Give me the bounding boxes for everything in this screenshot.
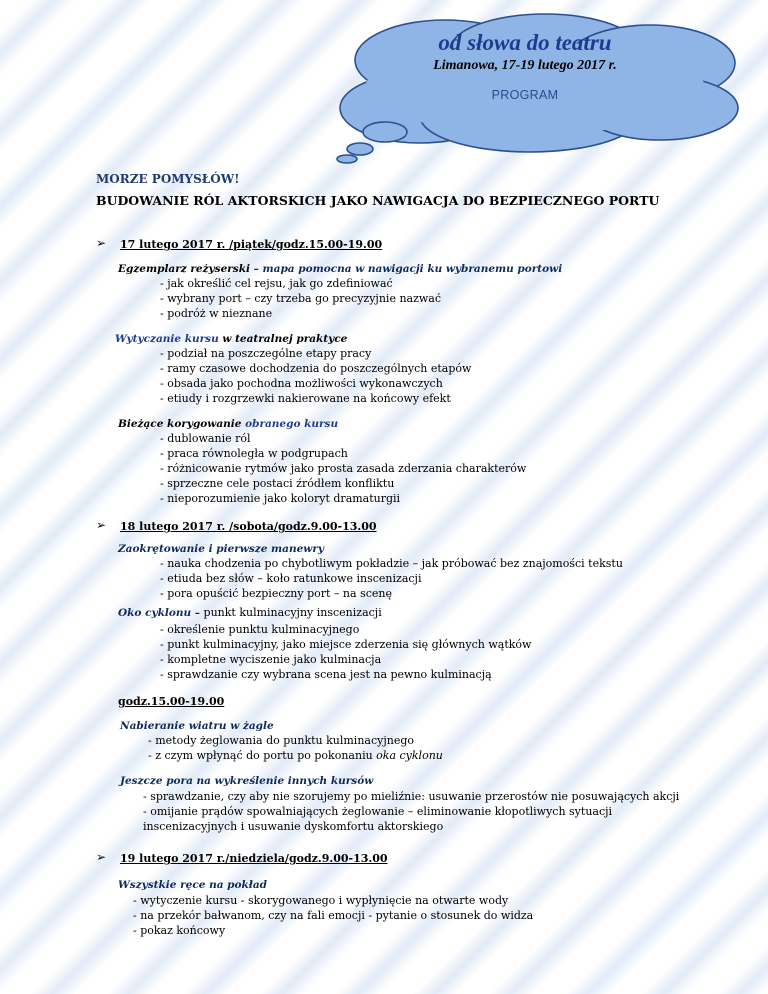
list-item: - kompletne wyciszenie jako kulminacja <box>160 653 382 666</box>
list-item: - różnicowanie rytmów jako prosta zasada zderzania charakterów <box>160 462 527 475</box>
list-item: - dublowanie ról <box>160 432 251 445</box>
section-title-part: – mapa pomocna w nawigacji ku wybranemu portowi <box>249 263 563 275</box>
section-egzemplarz-list <box>160 276 441 321</box>
day-3-heading: 19 lutego 2017 r./niedziela/godz.9.00-13.00 <box>120 852 388 865</box>
section-zaokretowanie-title: Zaokrętowanie i pierwsze manewry <box>118 543 324 555</box>
arrow-bullet-icon: ➢ <box>96 236 107 250</box>
heading-morze: MORZE POMYSŁÓW! <box>96 172 240 186</box>
list-item: - sprawdzanie czy wybrana scena jest na pewno kulminacją <box>160 668 492 681</box>
event-title: od słowa do teatru <box>438 30 612 55</box>
list-item: - wytyczenie kursu - skorygowanego i wypłynięcie na otwarte wody <box>133 894 509 907</box>
list-item: - na przekór bałwanom, czy na fali emocji - pytanie o stosunek do widza <box>133 909 534 922</box>
list-item: - pokaz końcowy <box>133 924 226 937</box>
section-wytyczanie-title <box>115 333 347 345</box>
arrow-bullet-icon: ➢ <box>96 850 107 864</box>
section-title-part: Oko cyklonu – <box>118 607 201 619</box>
heading-main: BUDOWANIE RÓL AKTORSKICH JAKO NAWIGACJA DO BEZPIECZNEGO PORTU <box>96 193 660 208</box>
section-title-part: punkt kulminacyjny inscenizacji <box>200 606 382 619</box>
list-item <box>148 748 443 763</box>
section-nabieranie-list <box>148 733 443 763</box>
list-item: - etiuda bez słów – koło ratunkowe inscenizacji <box>160 572 422 585</box>
list-item: - sprawdzanie, czy aby nie szorujemy po mieliźnie: usuwanie przerostów nie posuwających akcji <box>143 790 680 803</box>
list-item: - podział na poszczególne etapy pracy <box>160 347 372 360</box>
list-item: - podróż w nieznane <box>160 307 273 320</box>
section-title-part: Egzemplarz reżyserski <box>118 263 250 275</box>
cloud-text <box>360 30 690 102</box>
list-item-part: oka cyklonu <box>376 749 443 762</box>
arrow-bullet-icon: ➢ <box>96 518 107 532</box>
section-nabieranie-title: Nabieranie wiatru w żagle <box>120 720 274 732</box>
list-item: - pora opuścić bezpieczny port – na scenę <box>160 587 392 600</box>
section-jeszcze-list <box>143 789 679 834</box>
day-2-heading: 18 lutego 2017 r. /sobota/godz.9.00-13.00 <box>120 520 377 533</box>
section-egzemplarz-title <box>118 263 562 275</box>
section-oko-title <box>118 606 382 619</box>
section-zaokretowanie-list <box>160 556 623 601</box>
section-wytyczanie-list <box>160 346 471 406</box>
section-title-part: obranego kursu <box>241 418 339 430</box>
list-item: - nieporozumienie jako koloryt dramaturgii <box>160 492 401 505</box>
list-item: - punkt kulminacyjny, jako miejsce zderzenia się głównych wątków <box>160 638 532 651</box>
section-title-part: Bieżące korygowanie <box>118 418 242 430</box>
list-item: - jak określić cel rejsu, jak go zdefiniować <box>160 277 393 290</box>
list-item: - sprzeczne cele postaci źródłem konfliktu <box>160 477 395 490</box>
list-item: inscenizacyjnych i usuwanie dyskomfortu aktorskiego <box>143 820 444 833</box>
list-item: - ramy czasowe dochodzenia do poszczególnych etapów <box>160 362 472 375</box>
list-item: - praca równoległa w podgrupach <box>160 447 348 460</box>
list-item: - nauka chodzenia po chybotliwym pokładzie – jak próbować bez znajomości tekstu <box>160 557 623 570</box>
list-item: - etiudy i rozgrzewki nakierowane na końcowy efekt <box>160 392 451 405</box>
section-oko-list <box>160 622 531 682</box>
list-item: - obsada jako pochodna możliwości wykonawczych <box>160 377 443 390</box>
list-item-part: - z czym wpłynąć do portu po pokonaniu <box>148 749 377 762</box>
list-item: - metody żeglowania do punktu kulminacyjnego <box>148 734 415 747</box>
afternoon-time: godz.15.00-19.00 <box>118 695 225 708</box>
section-biezace-list <box>160 431 526 506</box>
day-1-heading: 17 lutego 2017 r. /piątek/godz.15.00-19.00 <box>120 238 383 251</box>
section-wszystkie-list <box>133 893 533 938</box>
section-title-part: w teatralnej praktyce <box>218 333 348 345</box>
list-item: - wybrany port – czy trzeba go precyzyjnie nazwać <box>160 292 442 305</box>
list-item: - omijanie prądów spowalniających żeglowanie – eliminowanie kłopotliwych sytuacji <box>143 805 613 818</box>
section-biezace-title <box>118 418 338 430</box>
event-subtitle: Limanowa, 17-19 lutego 2017 r. <box>433 58 617 73</box>
section-wszystkie-title: Wszystkie ręce na pokład <box>118 879 267 891</box>
list-item: - określenie punktu kulminacyjnego <box>160 623 360 636</box>
section-title-part: Wytyczanie kursu <box>115 333 219 345</box>
program-label: PROGRAM <box>491 88 559 102</box>
section-jeszcze-title: Jeszcze pora na wykreślenie innych kursów <box>120 775 374 787</box>
